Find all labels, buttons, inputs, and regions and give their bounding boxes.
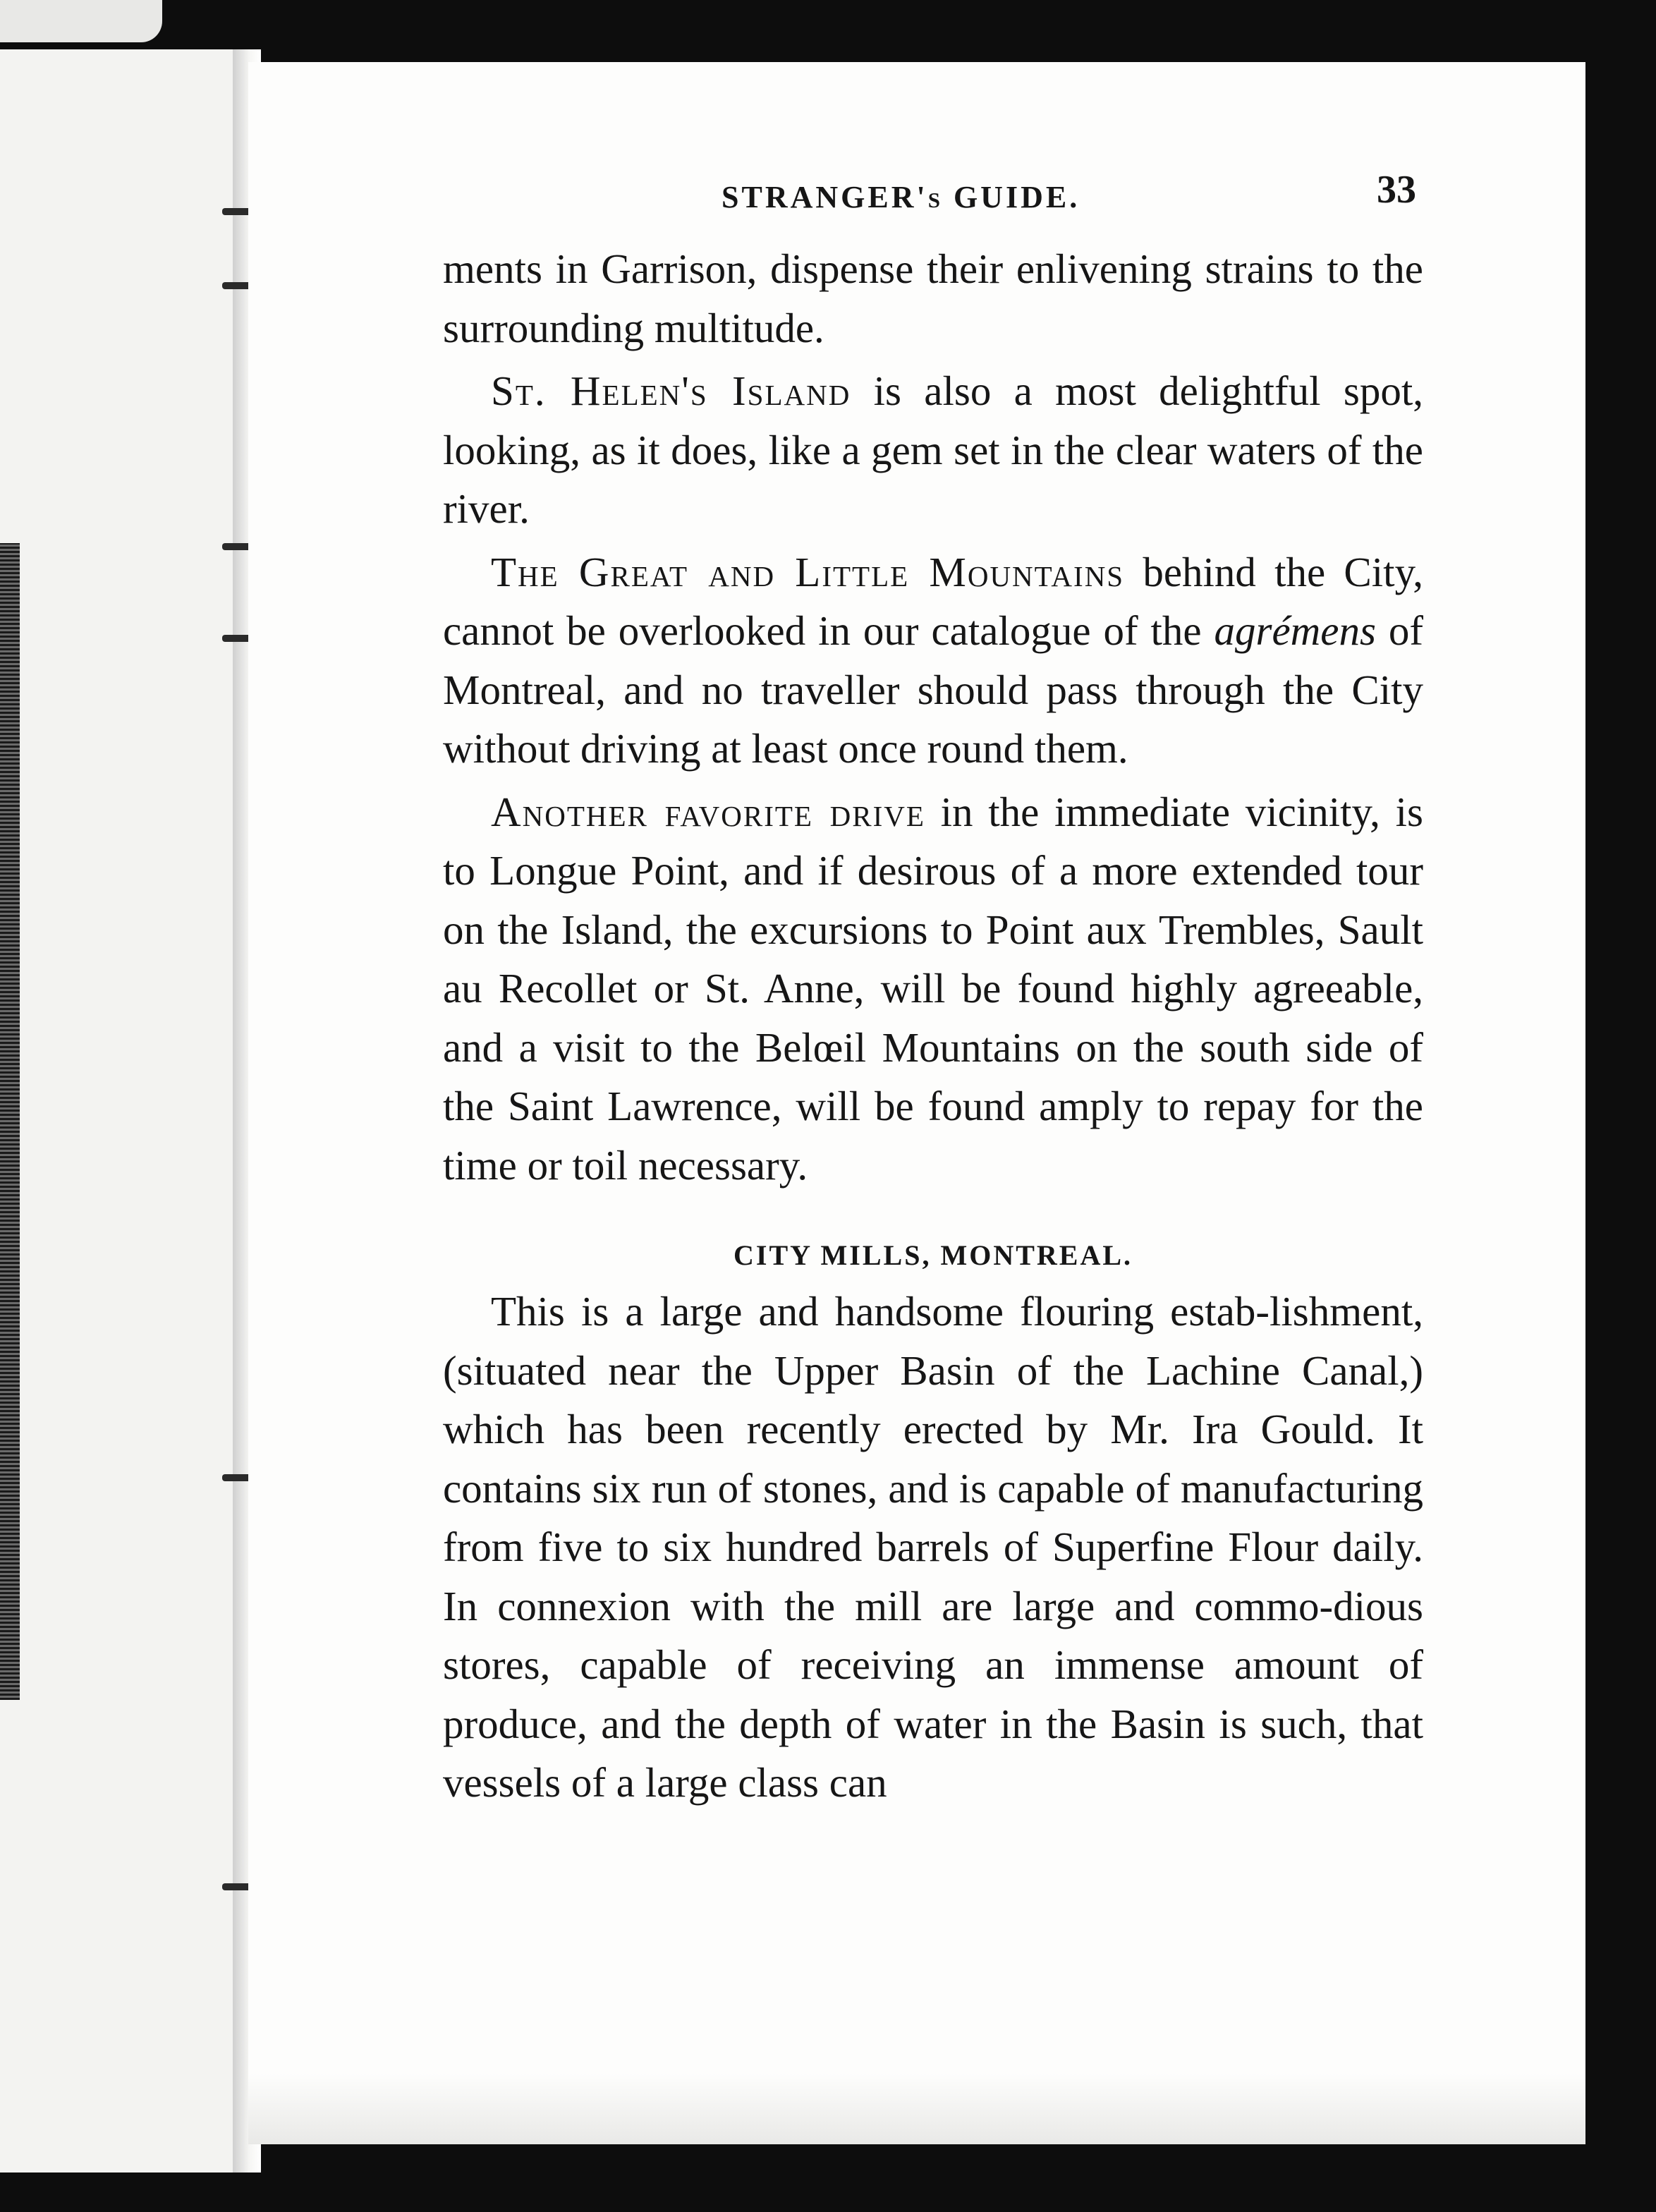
lead-st-helens: St. Helen's Island: [491, 367, 851, 414]
page-bottom-edge: [248, 2074, 1585, 2144]
running-title: STRANGER's GUIDE.: [722, 180, 1080, 214]
lead-mountains: The Great and Little Mountains: [491, 548, 1125, 595]
paragraph-continued: ments in Garrison, dispense their enlivening strains to the surrounding multitude.: [443, 245, 1423, 351]
text-st-helens: is also a most delightful spot, looking, as it does, like a gem set in the clear waters of the river.: [443, 367, 1423, 532]
paragraph-st-helens: [443, 362, 1423, 539]
paragraph-drive: [443, 783, 1423, 1196]
text-drive: in the immediate vicinity, is to Longue Point, and if desirous of a more extended tour on the Island, the excursions to Point aux Trembles, Sault au Recollet or St. Anne, will be found highly agreeable, and a visit to the Belœil Mountains on the south side of the Saint Lawrence, will be found amply to repay for the time or toil necessary.: [443, 788, 1423, 1189]
italic-agremens: agrémens: [1214, 607, 1376, 654]
page-number: 33: [1377, 168, 1416, 212]
facing-page: [0, 49, 243, 2172]
page-text: [443, 148, 1423, 1813]
page-scrap: [0, 0, 162, 42]
paragraph-city-mills: This is a large and handsome flouring estab-lishment, (situated near the Upper Basin of the Lachine Canal,) which has been recently erected by Mr. Ira Gould. It contains six run of stones, and is capable of manufacturing from five to six hundred barrels of Superfine Flour daily. In connexion with the mill are large and commo-dious stores, capable of receiving an immense amount of produce, and the depth of water in the Basin is such, that vessels of a large class can: [443, 1288, 1423, 1806]
running-head: [443, 148, 1423, 240]
text-mountains-b: of Montreal, and no traveller should pass through the City without driving at least once round them.: [443, 607, 1423, 772]
engraving-edge: [0, 543, 20, 1700]
text-mountains-a: behind the City, cannot be overlooked in our catalogue of the: [443, 548, 1423, 654]
lead-drive: Another favorite drive: [491, 788, 925, 835]
section-title: CITY MILLS, MONTREAL.: [733, 1239, 1133, 1271]
paragraph-mountains: [443, 543, 1423, 779]
